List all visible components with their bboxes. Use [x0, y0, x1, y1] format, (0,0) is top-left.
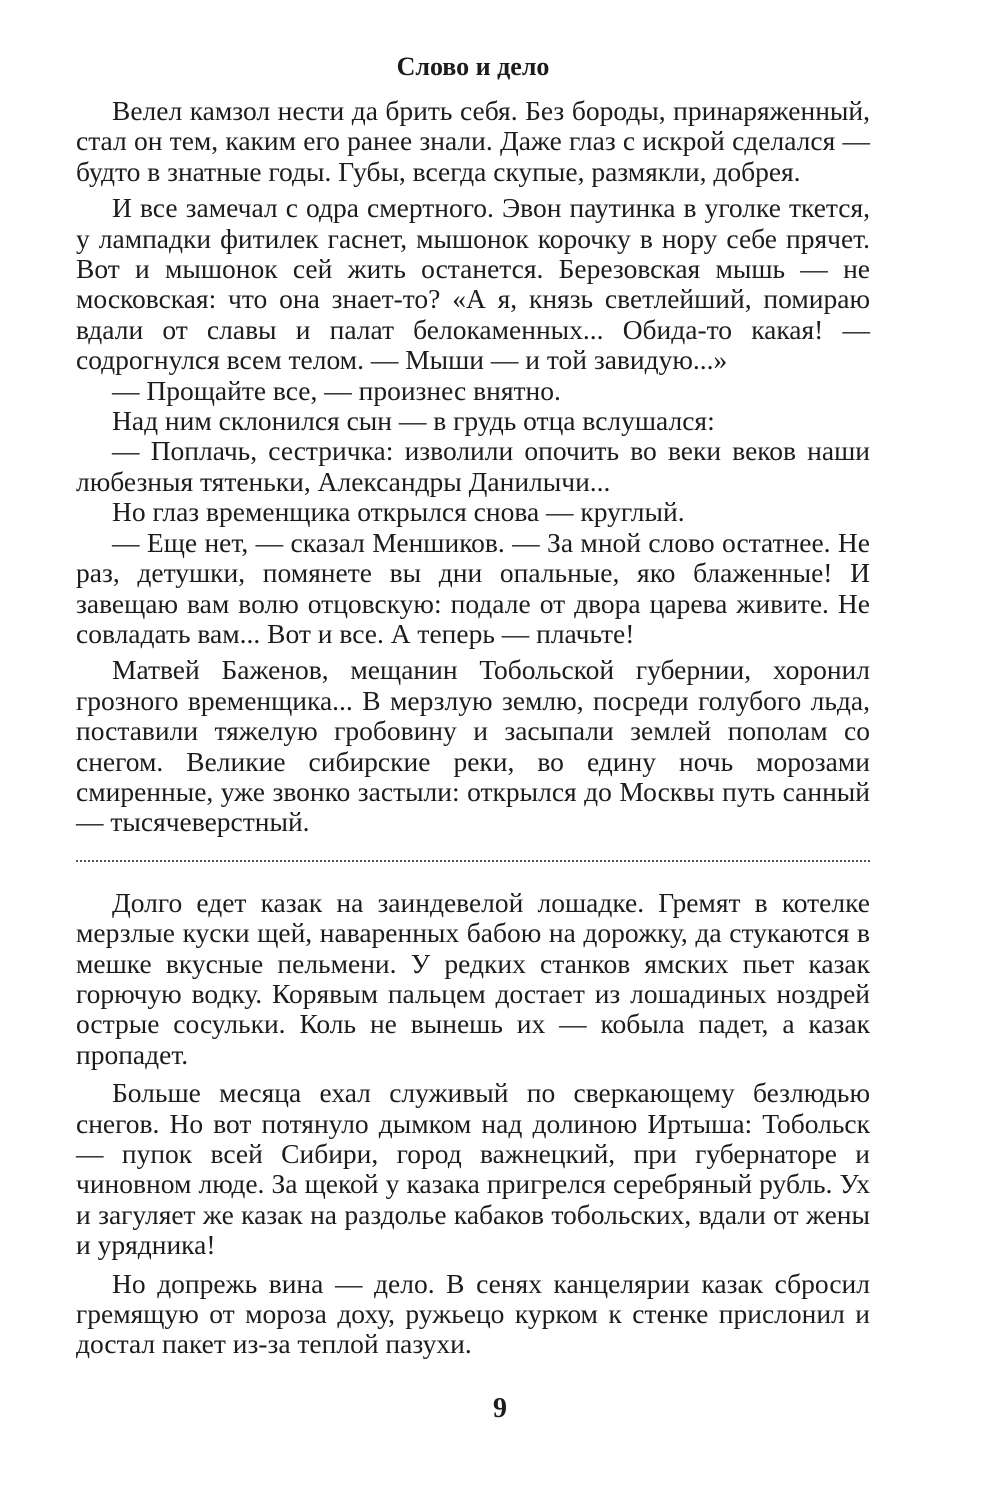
- paragraph: Велел камзол нести да брить себя. Без бороды, принаряженный, стал он тем, каким его ранее знали. Даже глаз с искрой сделался — будто в знатные годы. Губы, всегда скупые, размякли, добрея.: [76, 95, 870, 187]
- paragraph: Долго едет казак на заиндевелой лошадке. Гремят в котелке мерзлые куски щей, наваренных бабою на дорожку, да стукаются в мешке вкусные пельмени. У редких станков ямских пьет казак горючую водку. Корявым пальцем достает из лошадиных ноздрей острые сосульки. Коль не вынешь их — кобыла падет, а казак пропадет.: [76, 886, 870, 1070]
- running-title: Слово и дело: [396, 52, 550, 81]
- paragraph: И все замечал с одра смертного. Эвон паутинка в уголке ткется, у лампадки фитилек гаснет, мышонок корочку в нору себе прячет. Вот и мышонок сей жить останется. Березовская мышь — не московская: что она знает-то? «А я, князь светлейший, помираю вдали от славы и палат белокаменных... Обида-то какая! — содрогнулся всем телом. — Мыши — и той завидую...»: [76, 192, 870, 376]
- book-page: [76, 50, 870, 1360]
- paragraph: Больше месяца ехал служивый по сверкающему безлюдью снегов. Но вот потянуло дымком над долиною Иртыша: Тобольск — пупок всей Сибири, город важнецкий, при губернаторе и чиновном люде. За щекой у казака пригрелся серебряный рубль. Ух и загуляет же казак на раздолье кабаков тобольских, вдали от жены и урядника!: [76, 1077, 870, 1261]
- section-separator: [76, 860, 870, 862]
- paragraph: — Прощайте все, — произнес внятно.: [112, 374, 561, 406]
- text-section-2: [76, 888, 870, 1360]
- paragraph: Матвей Баженов, мещанин Тобольской губернии, хоронил грозного временщика... В мерзлую землю, посреди голубого льда, поставили тяжелую гробовину и засыпали землей пополам со снегом. Великие сибирские реки, во едину ночь морозами смиренные, уже звонко застыли: открылся до Москвы путь санный — тысячеверстный.: [76, 654, 870, 838]
- page-number: 9: [493, 1393, 507, 1424]
- paragraph: Но допрежь вина — дело. В сенях канцелярии казак сбросил гремящую от мороза доху, ружьецо курком к стенке прислонил и достал пакет из-за теплой пазухи.: [76, 1267, 870, 1360]
- paragraph: Над ним склонился сын — в грудь отца вслушался:: [112, 405, 715, 437]
- paragraph: — Поплачь, сестричка: изволили опочить во веки веков наши любезныя тятеньки, Александры Данилычи...: [76, 435, 870, 497]
- paragraph: Но глаз временщика открылся снова — круглый.: [112, 496, 685, 528]
- paragraph: — Еще нет, — сказал Меншиков. — За мной слово остатнее. Не раз, детушки, помянете вы дни опальные, яко блаженные! И завещаю вам волю отцовскую: подале от двора царева живите. Не совладать вам... Вот и все. А теперь — плачьте!: [76, 526, 870, 649]
- text-section-1: [76, 96, 870, 838]
